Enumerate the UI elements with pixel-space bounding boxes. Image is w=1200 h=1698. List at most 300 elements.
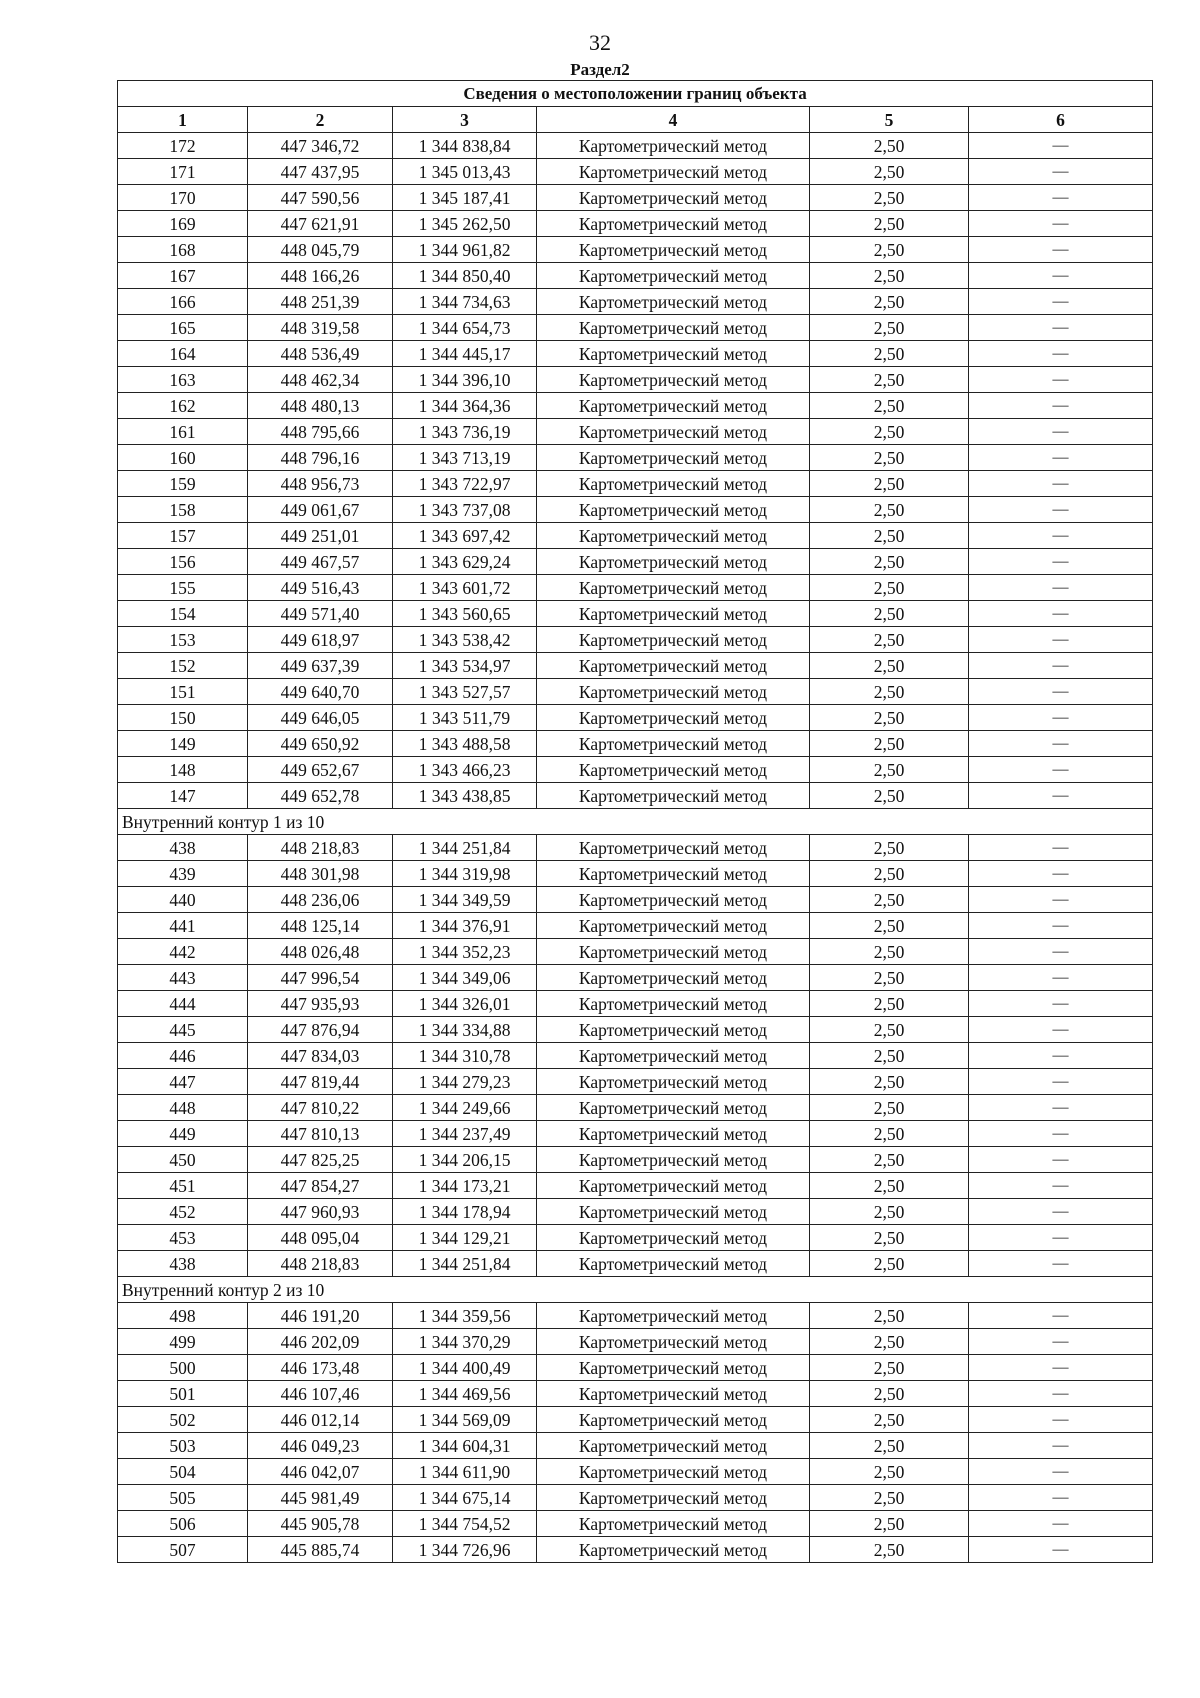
table-row <box>118 549 1153 575</box>
description-cell: — <box>969 939 1153 965</box>
description-cell: — <box>969 185 1153 211</box>
method-cell: Картометрический метод <box>537 1017 810 1043</box>
method-cell: Картометрический метод <box>537 1251 810 1277</box>
method-cell: Картометрический метод <box>537 1485 810 1511</box>
table-body <box>118 133 1153 1563</box>
description-cell: — <box>969 419 1153 445</box>
point-number-cell: 503 <box>118 1433 248 1459</box>
point-number-cell: 507 <box>118 1537 248 1563</box>
column-header: 1 <box>118 107 248 133</box>
x-coordinate-cell: 447 819,44 <box>248 1069 393 1095</box>
method-cell: Картометрический метод <box>537 1329 810 1355</box>
method-cell: Картометрический метод <box>537 653 810 679</box>
y-coordinate-cell: 1 343 438,85 <box>393 783 537 809</box>
table-row <box>118 1537 1153 1563</box>
point-number-cell: 498 <box>118 1303 248 1329</box>
method-cell: Картометрический метод <box>537 913 810 939</box>
point-number-cell: 441 <box>118 913 248 939</box>
method-cell: Картометрический метод <box>537 861 810 887</box>
x-coordinate-cell: 448 480,13 <box>248 393 393 419</box>
method-cell: Картометрический метод <box>537 1225 810 1251</box>
method-cell: Картометрический метод <box>537 133 810 159</box>
accuracy-cell: 2,50 <box>810 367 969 393</box>
point-number-cell: 444 <box>118 991 248 1017</box>
method-cell: Картометрический метод <box>537 1043 810 1069</box>
y-coordinate-cell: 1 344 359,56 <box>393 1303 537 1329</box>
table-row <box>118 1147 1153 1173</box>
accuracy-cell: 2,50 <box>810 1433 969 1459</box>
description-cell: — <box>969 679 1153 705</box>
point-number-cell: 172 <box>118 133 248 159</box>
y-coordinate-cell: 1 344 349,06 <box>393 965 537 991</box>
method-cell: Картометрический метод <box>537 939 810 965</box>
x-coordinate-cell: 447 346,72 <box>248 133 393 159</box>
accuracy-cell: 2,50 <box>810 497 969 523</box>
accuracy-cell: 2,50 <box>810 1485 969 1511</box>
accuracy-cell: 2,50 <box>810 1121 969 1147</box>
description-cell: — <box>969 653 1153 679</box>
point-number-cell: 150 <box>118 705 248 731</box>
description-cell: — <box>969 1303 1153 1329</box>
accuracy-cell: 2,50 <box>810 731 969 757</box>
point-number-cell: 452 <box>118 1199 248 1225</box>
point-number-cell: 438 <box>118 1251 248 1277</box>
method-cell: Картометрический метод <box>537 237 810 263</box>
table-row <box>118 1459 1153 1485</box>
table-row <box>118 679 1153 705</box>
y-coordinate-cell: 1 345 013,43 <box>393 159 537 185</box>
x-coordinate-cell: 449 618,97 <box>248 627 393 653</box>
x-coordinate-cell: 448 045,79 <box>248 237 393 263</box>
method-cell: Картометрический метод <box>537 289 810 315</box>
accuracy-cell: 2,50 <box>810 1303 969 1329</box>
description-cell: — <box>969 1381 1153 1407</box>
point-number-cell: 171 <box>118 159 248 185</box>
y-coordinate-cell: 1 343 713,19 <box>393 445 537 471</box>
section-title: Раздел2 <box>570 60 630 79</box>
accuracy-cell: 2,50 <box>810 315 969 341</box>
description-cell: — <box>969 159 1153 185</box>
table-row <box>118 627 1153 653</box>
y-coordinate-cell: 1 344 279,23 <box>393 1069 537 1095</box>
point-number-cell: 169 <box>118 211 248 237</box>
x-coordinate-cell: 448 536,49 <box>248 341 393 367</box>
table-row <box>118 575 1153 601</box>
description-cell: — <box>969 1459 1153 1485</box>
table-row <box>118 237 1153 263</box>
point-number-cell: 164 <box>118 341 248 367</box>
x-coordinate-cell: 445 981,49 <box>248 1485 393 1511</box>
description-cell: — <box>969 991 1153 1017</box>
table-row <box>118 1433 1153 1459</box>
point-number-cell: 162 <box>118 393 248 419</box>
y-coordinate-cell: 1 344 850,40 <box>393 263 537 289</box>
description-cell: — <box>969 835 1153 861</box>
accuracy-cell: 2,50 <box>810 1537 969 1563</box>
method-cell: Картометрический метод <box>537 1095 810 1121</box>
column-header: 4 <box>537 107 810 133</box>
description-cell: — <box>969 133 1153 159</box>
description-cell: — <box>969 1225 1153 1251</box>
table-row <box>118 653 1153 679</box>
table-row <box>118 1355 1153 1381</box>
y-coordinate-cell: 1 343 697,42 <box>393 523 537 549</box>
accuracy-cell: 2,50 <box>810 237 969 263</box>
point-number-cell: 157 <box>118 523 248 549</box>
accuracy-cell: 2,50 <box>810 653 969 679</box>
point-number-cell: 504 <box>118 1459 248 1485</box>
point-number-cell: 151 <box>118 679 248 705</box>
method-cell: Картометрический метод <box>537 1303 810 1329</box>
description-cell: — <box>969 575 1153 601</box>
x-coordinate-cell: 446 202,09 <box>248 1329 393 1355</box>
method-cell: Картометрический метод <box>537 315 810 341</box>
x-coordinate-cell: 447 834,03 <box>248 1043 393 1069</box>
y-coordinate-cell: 1 343 560,65 <box>393 601 537 627</box>
y-coordinate-cell: 1 344 206,15 <box>393 1147 537 1173</box>
table-row <box>118 523 1153 549</box>
method-cell: Картометрический метод <box>537 1511 810 1537</box>
point-number-cell: 153 <box>118 627 248 653</box>
table-row <box>118 861 1153 887</box>
x-coordinate-cell: 446 042,07 <box>248 1459 393 1485</box>
description-cell: — <box>969 1537 1153 1563</box>
accuracy-cell: 2,50 <box>810 575 969 601</box>
accuracy-cell: 2,50 <box>810 887 969 913</box>
point-number-cell: 449 <box>118 1121 248 1147</box>
x-coordinate-cell: 448 956,73 <box>248 471 393 497</box>
column-header: 6 <box>969 107 1153 133</box>
boundary-coordinates-table <box>117 80 1153 1563</box>
method-cell: Картометрический метод <box>537 601 810 627</box>
method-cell: Картометрический метод <box>537 1069 810 1095</box>
x-coordinate-cell: 449 516,43 <box>248 575 393 601</box>
description-cell: — <box>969 705 1153 731</box>
y-coordinate-cell: 1 344 370,29 <box>393 1329 537 1355</box>
y-coordinate-cell: 1 343 736,19 <box>393 419 537 445</box>
description-cell: — <box>969 393 1153 419</box>
table-row <box>118 731 1153 757</box>
y-coordinate-cell: 1 344 604,31 <box>393 1433 537 1459</box>
x-coordinate-cell: 447 935,93 <box>248 991 393 1017</box>
table-row <box>118 1381 1153 1407</box>
description-cell: — <box>969 1433 1153 1459</box>
x-coordinate-cell: 448 095,04 <box>248 1225 393 1251</box>
accuracy-cell: 2,50 <box>810 1329 969 1355</box>
y-coordinate-cell: 1 344 129,21 <box>393 1225 537 1251</box>
table-row <box>118 341 1153 367</box>
y-coordinate-cell: 1 344 251,84 <box>393 1251 537 1277</box>
method-cell: Картометрический метод <box>537 575 810 601</box>
method-cell: Картометрический метод <box>537 419 810 445</box>
x-coordinate-cell: 449 061,67 <box>248 497 393 523</box>
accuracy-cell: 2,50 <box>810 523 969 549</box>
accuracy-cell: 2,50 <box>810 913 969 939</box>
accuracy-cell: 2,50 <box>810 263 969 289</box>
method-cell: Картометрический метод <box>537 757 810 783</box>
table-row <box>118 1017 1153 1043</box>
table-row <box>118 1303 1153 1329</box>
method-cell: Картометрический метод <box>537 393 810 419</box>
x-coordinate-cell: 447 437,95 <box>248 159 393 185</box>
column-header-row <box>118 107 1153 133</box>
table-row <box>118 939 1153 965</box>
y-coordinate-cell: 1 344 961,82 <box>393 237 537 263</box>
point-number-cell: 505 <box>118 1485 248 1511</box>
point-number-cell: 168 <box>118 237 248 263</box>
method-cell: Картометрический метод <box>537 679 810 705</box>
y-coordinate-cell: 1 344 726,96 <box>393 1537 537 1563</box>
column-header: 5 <box>810 107 969 133</box>
method-cell: Картометрический метод <box>537 1407 810 1433</box>
accuracy-cell: 2,50 <box>810 991 969 1017</box>
contour-label: Внутренний контур 1 из 10 <box>118 809 1153 835</box>
table-row <box>118 445 1153 471</box>
accuracy-cell: 2,50 <box>810 289 969 315</box>
description-cell: — <box>969 1511 1153 1537</box>
table-row <box>118 1199 1153 1225</box>
y-coordinate-cell: 1 344 364,36 <box>393 393 537 419</box>
description-cell: — <box>969 471 1153 497</box>
x-coordinate-cell: 447 854,27 <box>248 1173 393 1199</box>
point-number-cell: 450 <box>118 1147 248 1173</box>
point-number-cell: 148 <box>118 757 248 783</box>
method-cell: Картометрический метод <box>537 965 810 991</box>
point-number-cell: 448 <box>118 1095 248 1121</box>
point-number-cell: 447 <box>118 1069 248 1095</box>
method-cell: Картометрический метод <box>537 445 810 471</box>
point-number-cell: 156 <box>118 549 248 575</box>
description-cell: — <box>969 211 1153 237</box>
accuracy-cell: 2,50 <box>810 1069 969 1095</box>
accuracy-cell: 2,50 <box>810 783 969 809</box>
point-number-cell: 502 <box>118 1407 248 1433</box>
method-cell: Картометрический метод <box>537 783 810 809</box>
method-cell: Картометрический метод <box>537 497 810 523</box>
point-number-cell: 506 <box>118 1511 248 1537</box>
table-row <box>118 1485 1153 1511</box>
method-cell: Картометрический метод <box>537 471 810 497</box>
accuracy-cell: 2,50 <box>810 445 969 471</box>
description-cell: — <box>969 1355 1153 1381</box>
description-cell: — <box>969 263 1153 289</box>
y-coordinate-cell: 1 344 178,94 <box>393 1199 537 1225</box>
table-row <box>118 471 1153 497</box>
accuracy-cell: 2,50 <box>810 1199 969 1225</box>
x-coordinate-cell: 448 218,83 <box>248 835 393 861</box>
point-number-cell: 147 <box>118 783 248 809</box>
y-coordinate-cell: 1 343 466,23 <box>393 757 537 783</box>
point-number-cell: 439 <box>118 861 248 887</box>
y-coordinate-cell: 1 344 654,73 <box>393 315 537 341</box>
table-row <box>118 1225 1153 1251</box>
point-number-cell: 158 <box>118 497 248 523</box>
table-row <box>118 367 1153 393</box>
description-cell: — <box>969 861 1153 887</box>
x-coordinate-cell: 446 173,48 <box>248 1355 393 1381</box>
point-number-cell: 446 <box>118 1043 248 1069</box>
table-row <box>118 887 1153 913</box>
description-cell: — <box>969 1407 1153 1433</box>
description-cell: — <box>969 497 1153 523</box>
description-cell: — <box>969 1121 1153 1147</box>
method-cell: Картометрический метод <box>537 185 810 211</box>
accuracy-cell: 2,50 <box>810 679 969 705</box>
accuracy-cell: 2,50 <box>810 757 969 783</box>
x-coordinate-cell: 448 319,58 <box>248 315 393 341</box>
accuracy-cell: 2,50 <box>810 211 969 237</box>
description-cell: — <box>969 1251 1153 1277</box>
accuracy-cell: 2,50 <box>810 965 969 991</box>
x-coordinate-cell: 449 640,70 <box>248 679 393 705</box>
accuracy-cell: 2,50 <box>810 835 969 861</box>
x-coordinate-cell: 447 810,22 <box>248 1095 393 1121</box>
point-number-cell: 167 <box>118 263 248 289</box>
description-cell: — <box>969 237 1153 263</box>
x-coordinate-cell: 449 571,40 <box>248 601 393 627</box>
y-coordinate-cell: 1 344 445,17 <box>393 341 537 367</box>
description-cell: — <box>969 367 1153 393</box>
y-coordinate-cell: 1 345 187,41 <box>393 185 537 211</box>
method-cell: Картометрический метод <box>537 1147 810 1173</box>
table-row <box>118 913 1153 939</box>
contour-label-row <box>118 1277 1153 1303</box>
table-row <box>118 965 1153 991</box>
method-cell: Картометрический метод <box>537 1355 810 1381</box>
x-coordinate-cell: 447 810,13 <box>248 1121 393 1147</box>
x-coordinate-cell: 448 026,48 <box>248 939 393 965</box>
point-number-cell: 160 <box>118 445 248 471</box>
y-coordinate-cell: 1 344 376,91 <box>393 913 537 939</box>
table-row <box>118 263 1153 289</box>
table-row <box>118 601 1153 627</box>
y-coordinate-cell: 1 343 737,08 <box>393 497 537 523</box>
table-row <box>118 783 1153 809</box>
x-coordinate-cell: 448 218,83 <box>248 1251 393 1277</box>
x-coordinate-cell: 448 251,39 <box>248 289 393 315</box>
column-header: 3 <box>393 107 537 133</box>
x-coordinate-cell: 446 107,46 <box>248 1381 393 1407</box>
y-coordinate-cell: 1 344 469,56 <box>393 1381 537 1407</box>
table-row <box>118 1043 1153 1069</box>
point-number-cell: 501 <box>118 1381 248 1407</box>
description-cell: — <box>969 549 1153 575</box>
y-coordinate-cell: 1 344 611,90 <box>393 1459 537 1485</box>
accuracy-cell: 2,50 <box>810 159 969 185</box>
method-cell: Картометрический метод <box>537 211 810 237</box>
accuracy-cell: 2,50 <box>810 1173 969 1199</box>
point-number-cell: 152 <box>118 653 248 679</box>
description-cell: — <box>969 1199 1153 1225</box>
y-coordinate-cell: 1 344 326,01 <box>393 991 537 1017</box>
x-coordinate-cell: 447 996,54 <box>248 965 393 991</box>
table-row <box>118 133 1153 159</box>
x-coordinate-cell: 448 125,14 <box>248 913 393 939</box>
description-cell: — <box>969 627 1153 653</box>
description-cell: — <box>969 523 1153 549</box>
point-number-cell: 170 <box>118 185 248 211</box>
point-number-cell: 442 <box>118 939 248 965</box>
method-cell: Картометрический метод <box>537 1199 810 1225</box>
y-coordinate-cell: 1 343 722,97 <box>393 471 537 497</box>
y-coordinate-cell: 1 344 754,52 <box>393 1511 537 1537</box>
point-number-cell: 161 <box>118 419 248 445</box>
description-cell: — <box>969 1147 1153 1173</box>
x-coordinate-cell: 447 590,56 <box>248 185 393 211</box>
description-cell: — <box>969 1485 1153 1511</box>
method-cell: Картометрический метод <box>537 1433 810 1459</box>
method-cell: Картометрический метод <box>537 1121 810 1147</box>
table-row <box>118 185 1153 211</box>
x-coordinate-cell: 447 621,91 <box>248 211 393 237</box>
x-coordinate-cell: 449 467,57 <box>248 549 393 575</box>
method-cell: Картометрический метод <box>537 1173 810 1199</box>
point-number-cell: 166 <box>118 289 248 315</box>
method-cell: Картометрический метод <box>537 731 810 757</box>
point-number-cell: 443 <box>118 965 248 991</box>
description-cell: — <box>969 1043 1153 1069</box>
accuracy-cell: 2,50 <box>810 1381 969 1407</box>
table-row <box>118 1069 1153 1095</box>
accuracy-cell: 2,50 <box>810 861 969 887</box>
point-number-cell: 451 <box>118 1173 248 1199</box>
x-coordinate-cell: 448 462,34 <box>248 367 393 393</box>
x-coordinate-cell: 446 012,14 <box>248 1407 393 1433</box>
x-coordinate-cell: 445 885,74 <box>248 1537 393 1563</box>
table-row <box>118 211 1153 237</box>
method-cell: Картометрический метод <box>537 1459 810 1485</box>
description-cell: — <box>969 965 1153 991</box>
y-coordinate-cell: 1 343 601,72 <box>393 575 537 601</box>
description-cell: — <box>969 731 1153 757</box>
x-coordinate-cell: 447 960,93 <box>248 1199 393 1225</box>
accuracy-cell: 2,50 <box>810 471 969 497</box>
table-row <box>118 705 1153 731</box>
y-coordinate-cell: 1 344 319,98 <box>393 861 537 887</box>
y-coordinate-cell: 1 344 334,88 <box>393 1017 537 1043</box>
y-coordinate-cell: 1 344 249,66 <box>393 1095 537 1121</box>
x-coordinate-cell: 445 905,78 <box>248 1511 393 1537</box>
contour-label-row <box>118 809 1153 835</box>
accuracy-cell: 2,50 <box>810 1147 969 1173</box>
y-coordinate-cell: 1 344 349,59 <box>393 887 537 913</box>
table-title: Сведения о местоположении границ объекта <box>118 81 1153 107</box>
accuracy-cell: 2,50 <box>810 1043 969 1069</box>
y-coordinate-cell: 1 343 538,42 <box>393 627 537 653</box>
table-row <box>118 289 1153 315</box>
y-coordinate-cell: 1 344 173,21 <box>393 1173 537 1199</box>
point-number-cell: 440 <box>118 887 248 913</box>
y-coordinate-cell: 1 343 488,58 <box>393 731 537 757</box>
y-coordinate-cell: 1 344 310,78 <box>393 1043 537 1069</box>
point-number-cell: 453 <box>118 1225 248 1251</box>
y-coordinate-cell: 1 344 734,63 <box>393 289 537 315</box>
description-cell: — <box>969 315 1153 341</box>
y-coordinate-cell: 1 343 629,24 <box>393 549 537 575</box>
description-cell: — <box>969 341 1153 367</box>
x-coordinate-cell: 448 236,06 <box>248 887 393 913</box>
accuracy-cell: 2,50 <box>810 939 969 965</box>
x-coordinate-cell: 448 301,98 <box>248 861 393 887</box>
method-cell: Картометрический метод <box>537 263 810 289</box>
table-row <box>118 1173 1153 1199</box>
point-number-cell: 149 <box>118 731 248 757</box>
method-cell: Картометрический метод <box>537 367 810 393</box>
description-cell: — <box>969 445 1153 471</box>
accuracy-cell: 2,50 <box>810 185 969 211</box>
y-coordinate-cell: 1 344 352,23 <box>393 939 537 965</box>
description-cell: — <box>969 1069 1153 1095</box>
